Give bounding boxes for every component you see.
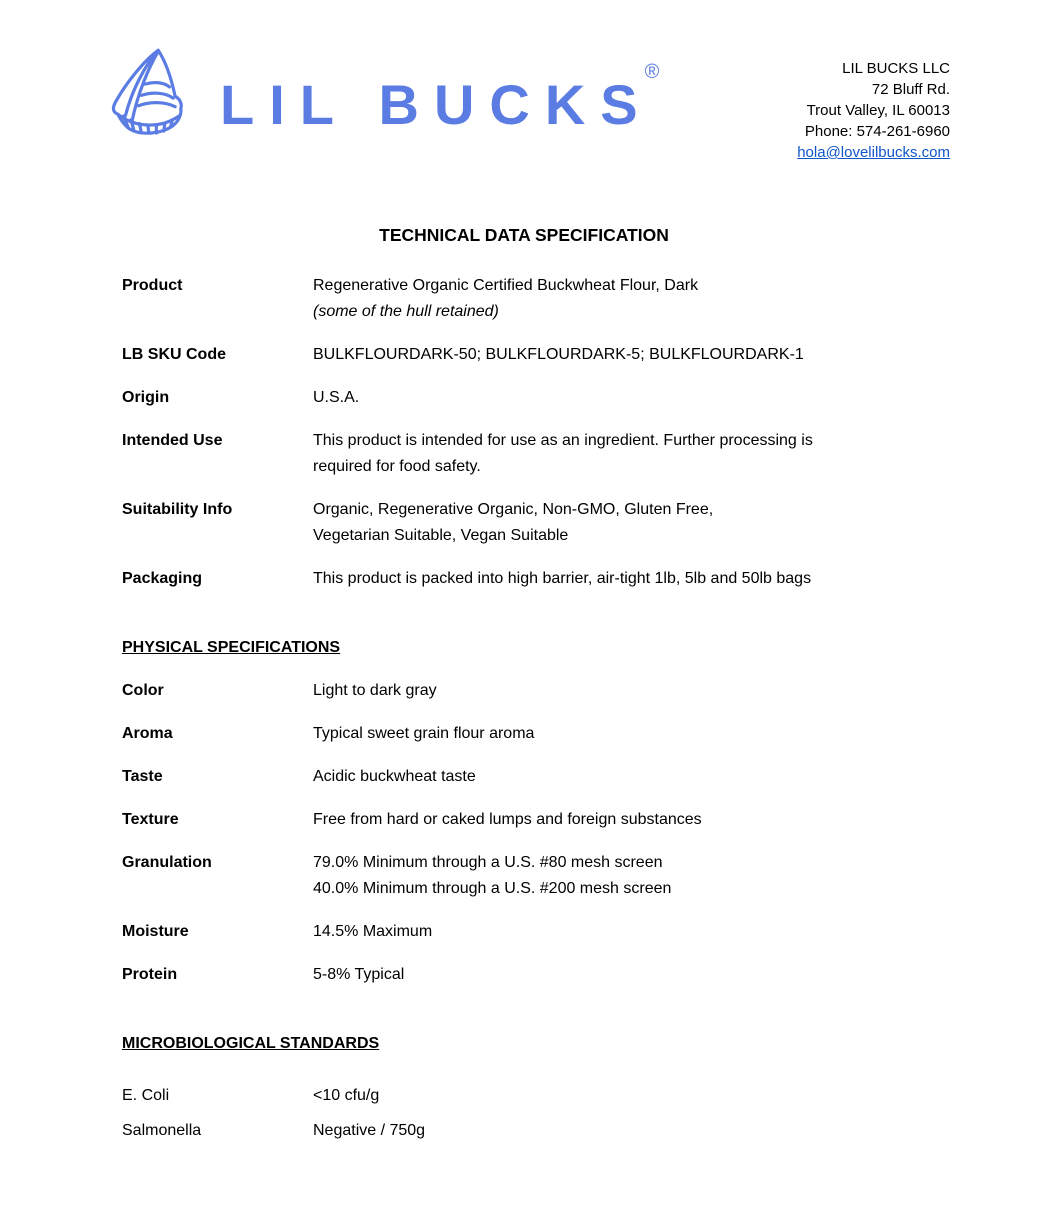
spec-value: 5-8% Typical — [313, 966, 405, 983]
spec-row-granulation — [122, 850, 958, 902]
spec-label: Protein — [122, 966, 178, 983]
spec-value-line: Regenerative Organic Certified Buckwheat Flour, Dark — [313, 277, 699, 294]
spec-row-origin — [122, 385, 958, 411]
spec-value-line: required for food safety. — [313, 458, 481, 475]
spec-row-salmonella — [122, 1118, 958, 1144]
spec-row-protein — [122, 962, 958, 988]
company-street: 72 Bluff Rd. — [871, 81, 950, 98]
spec-row-moisture — [122, 919, 958, 945]
registered-trademark-icon: ® — [644, 61, 660, 83]
spec-value-line: 40.0% Minimum through a U.S. #200 mesh screen — [313, 880, 672, 897]
spec-label: Salmonella — [122, 1122, 202, 1139]
spec-label: Product — [122, 277, 183, 294]
spec-label: Color — [122, 682, 164, 699]
spec-value — [313, 273, 958, 325]
spec-row-intended-use — [122, 428, 958, 480]
spec-value — [313, 428, 958, 480]
spec-row-suitability — [122, 497, 958, 549]
spec-label: Texture — [122, 811, 179, 828]
spec-value — [313, 850, 958, 902]
spec-value: Negative / 750g — [313, 1122, 426, 1139]
spec-label: Intended Use — [122, 432, 223, 449]
spec-value-line: 79.0% Minimum through a U.S. #80 mesh screen — [313, 854, 663, 871]
company-email-link[interactable]: hola@lovelilbucks.com — [797, 144, 950, 161]
brand-wordmark-wrap — [220, 55, 667, 136]
spec-value-line: Organic, Regenerative Organic, Non-GMO, Gluten Free, — [313, 501, 714, 518]
spec-label: Granulation — [122, 854, 212, 871]
company-city-state: Trout Valley, IL 60013 — [806, 102, 950, 119]
spec-value — [313, 497, 958, 549]
spec-row-product — [122, 273, 958, 325]
spec-value-line: This product is intended for use as an ingredient. Further processing is — [313, 432, 813, 449]
brand-wordmark: LIL BUCKS — [220, 73, 653, 136]
spec-row-texture — [122, 807, 958, 833]
spec-value: U.S.A. — [313, 389, 360, 406]
spec-value: BULKFLOURDARK-50; BULKFLOURDARK-5; BULKFLOURDARK-1 — [313, 346, 804, 363]
spec-value: This product is packed into high barrier, air-tight 1lb, 5lb and 50lb bags — [313, 570, 812, 587]
spec-value-note: (some of the hull retained) — [313, 303, 499, 320]
company-name: LIL BUCKS LLC — [842, 60, 950, 77]
spec-label: Moisture — [122, 923, 189, 940]
spec-label: Aroma — [122, 725, 173, 742]
spec-label: LB SKU Code — [122, 346, 226, 363]
spec-value: 14.5% Maximum — [313, 923, 433, 940]
page-title: TECHNICAL DATA SPECIFICATION — [379, 225, 669, 245]
spec-label: Suitability Info — [122, 501, 233, 518]
header — [100, 44, 950, 163]
section-heading-physical: PHYSICAL SPECIFICATIONS — [122, 639, 341, 656]
spec-row-sku — [122, 342, 958, 368]
spec-row-ecoli — [122, 1083, 958, 1109]
spec-value: Light to dark gray — [313, 682, 437, 699]
document-content — [122, 273, 958, 1144]
spec-label: Origin — [122, 389, 170, 406]
spec-row-taste — [122, 764, 958, 790]
buckwheat-seed-icon — [100, 44, 208, 144]
spec-row-aroma — [122, 721, 958, 747]
company-address-block — [797, 58, 950, 163]
company-phone: Phone: 574-261-6960 — [804, 123, 950, 140]
spec-label: Packaging — [122, 570, 203, 587]
spec-row-packaging — [122, 566, 958, 592]
spec-value: Acidic buckwheat taste — [313, 768, 476, 785]
spec-row-color — [122, 678, 958, 704]
section-heading-microbiological: MICROBIOLOGICAL STANDARDS — [122, 1035, 380, 1052]
spec-value: <10 cfu/g — [313, 1087, 380, 1104]
brand-logo — [100, 44, 667, 144]
spec-label: E. Coli — [122, 1087, 170, 1104]
spec-value: Typical sweet grain flour aroma — [313, 725, 535, 742]
spec-label: Taste — [122, 768, 163, 785]
spec-value-line: Vegetarian Suitable, Vegan Suitable — [313, 527, 569, 544]
spec-value: Free from hard or caked lumps and foreign substances — [313, 811, 702, 828]
